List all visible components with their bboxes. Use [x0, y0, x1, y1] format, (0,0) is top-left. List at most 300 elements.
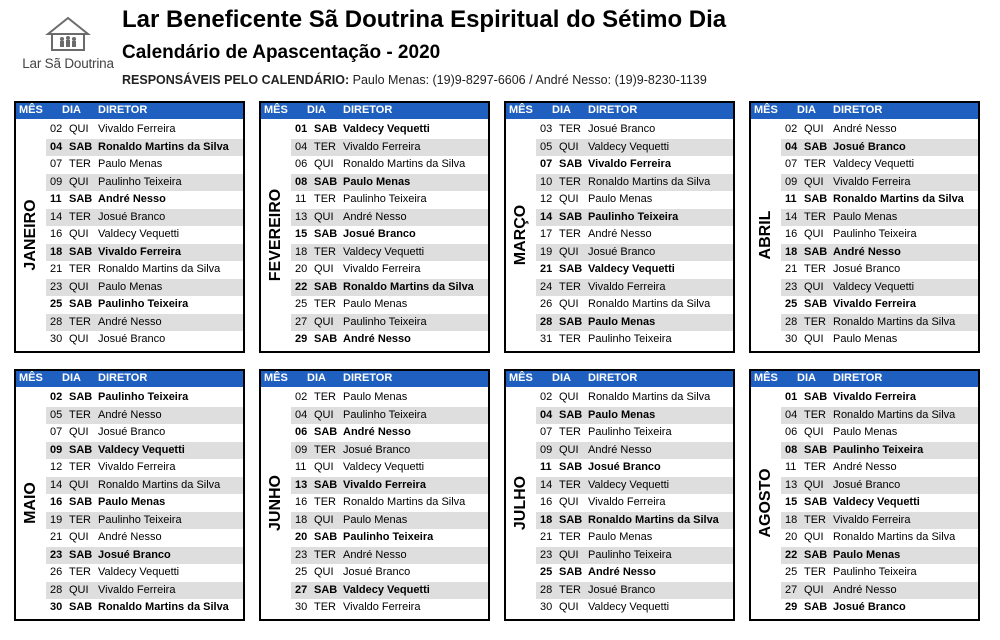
table-row — [291, 424, 488, 442]
weekday: SAB — [804, 298, 828, 310]
day-number: 26 — [50, 566, 63, 578]
day-number: 28 — [540, 583, 553, 596]
day-number: 21 — [50, 531, 63, 543]
table-row — [46, 494, 243, 512]
director-name: Josué Branco — [588, 461, 661, 473]
day-number: 30 — [295, 601, 308, 613]
director-name: Ronaldo Martins da Silva — [343, 158, 466, 170]
day-number: 27 — [295, 583, 308, 596]
director-name: Valdecy Vequetti — [343, 123, 430, 135]
weekday: SAB — [69, 601, 93, 613]
director-name: Paulinho Teixeira — [588, 333, 672, 345]
table-row — [291, 389, 488, 407]
director-name: Josué Branco — [588, 123, 656, 135]
table-row — [781, 209, 978, 227]
weekday: TER — [69, 513, 91, 526]
weekday: TER — [804, 315, 826, 328]
month-block — [259, 101, 490, 353]
day-number: 07 — [50, 158, 63, 170]
schedule-rows — [291, 389, 488, 617]
header-mes: MÊS — [509, 104, 533, 116]
day-number: 20 — [295, 263, 308, 275]
weekday: QUI — [559, 245, 579, 258]
table-row — [291, 244, 488, 262]
weekday: TER — [314, 298, 336, 310]
table-row — [46, 564, 243, 582]
director-name: Paulo Menas — [588, 531, 653, 543]
table-row — [536, 174, 733, 192]
table-row — [46, 512, 243, 530]
director-name: Valdecy Vequetti — [98, 443, 185, 456]
day-number: 04 — [785, 408, 798, 421]
director-name: Josué Branco — [343, 566, 411, 578]
day-number: 06 — [295, 158, 308, 170]
table-row — [781, 226, 978, 244]
weekday: TER — [804, 263, 826, 275]
day-number: 16 — [50, 228, 63, 240]
weekday: QUI — [69, 228, 89, 240]
weekday: TER — [314, 443, 336, 456]
director-name: André Nesso — [343, 548, 407, 561]
director-name: Vivaldo Ferreira — [343, 140, 421, 153]
director-name: André Nesso — [833, 123, 897, 135]
weekday: QUI — [69, 426, 89, 438]
day-number: 26 — [540, 298, 553, 310]
weekday: QUI — [314, 408, 334, 421]
table-row — [781, 424, 978, 442]
weekday: QUI — [559, 548, 579, 561]
day-number: 29 — [295, 333, 308, 345]
director-name: Paulo Menas — [343, 513, 408, 526]
table-row — [536, 121, 733, 139]
weekday: TER — [804, 461, 826, 473]
header-dia: DIA — [797, 104, 816, 116]
director-name: André Nesso — [833, 245, 901, 258]
table-row — [781, 529, 978, 547]
weekday: QUI — [69, 333, 89, 345]
weekday: QUI — [804, 123, 824, 135]
day-number: 16 — [785, 228, 798, 240]
table-row — [291, 494, 488, 512]
table-header — [506, 103, 733, 119]
table-header — [506, 371, 733, 387]
day-number: 18 — [50, 245, 63, 258]
director-name: Josué Branco — [98, 426, 166, 438]
weekday: SAB — [559, 566, 583, 578]
weekday: SAB — [69, 245, 93, 258]
responsaveis-label: RESPONSÁVEIS PELO CALENDÁRIO: — [122, 73, 350, 87]
table-row — [291, 477, 488, 495]
weekday: TER — [559, 228, 581, 240]
day-number: 11 — [540, 461, 552, 473]
day-number: 09 — [785, 175, 798, 188]
weekday: QUI — [314, 566, 334, 578]
table-row — [536, 389, 733, 407]
table-row — [291, 459, 488, 477]
director-name: André Nesso — [588, 566, 656, 578]
day-number: 03 — [540, 123, 553, 135]
weekday: SAB — [804, 140, 828, 153]
day-number: 01 — [295, 123, 308, 135]
schedule-rows — [46, 121, 243, 349]
director-name: Paulo Menas — [98, 280, 163, 293]
table-row — [781, 582, 978, 600]
month-column — [261, 387, 291, 619]
weekday: SAB — [804, 443, 828, 456]
table-row — [46, 244, 243, 262]
schedule-rows — [291, 121, 488, 349]
day-number: 20 — [785, 531, 798, 543]
weekday: SAB — [69, 140, 93, 153]
day-number: 14 — [50, 478, 63, 491]
director-name: Vivaldo Ferreira — [833, 391, 916, 403]
table-row — [536, 494, 733, 512]
weekday: QUI — [804, 175, 824, 188]
weekday: SAB — [559, 263, 583, 275]
table-row — [46, 442, 243, 460]
table-row — [46, 407, 243, 425]
table-row — [46, 226, 243, 244]
table-row — [46, 139, 243, 157]
header-mes: MÊS — [264, 372, 288, 384]
director-name: Paulinho Teixeira — [833, 228, 917, 240]
weekday: TER — [804, 513, 826, 526]
director-name: Ronaldo Martins da Silva — [98, 478, 221, 491]
director-name: Valdecy Vequetti — [588, 601, 670, 613]
day-number: 25 — [785, 298, 798, 310]
director-name: Josué Branco — [833, 140, 906, 153]
table-row — [46, 191, 243, 209]
director-name: Vivaldo Ferreira — [98, 123, 176, 135]
day-number: 11 — [50, 193, 62, 205]
month-name: AGOSTO — [757, 468, 774, 538]
day-number: 06 — [295, 426, 308, 438]
page-subtitle: Calendário de Apascentação - 2020 — [122, 42, 441, 63]
schedule-rows — [781, 389, 978, 617]
header-diretor: DIRETOR — [343, 104, 393, 116]
director-name: Valdecy Vequetti — [588, 140, 670, 153]
day-number: 11 — [785, 461, 797, 473]
table-row — [291, 529, 488, 547]
table-row — [536, 296, 733, 314]
director-name: Paulinho Teixeira — [343, 408, 427, 421]
weekday: TER — [69, 461, 91, 473]
weekday: QUI — [559, 298, 579, 310]
table-row — [536, 139, 733, 157]
weekday: SAB — [804, 391, 828, 403]
weekday: SAB — [804, 245, 828, 258]
weekday: SAB — [314, 426, 338, 438]
responsaveis-line — [122, 73, 707, 87]
table-row — [536, 191, 733, 209]
table-header — [751, 371, 978, 387]
page-title: Lar Beneficente Sã Doutrina Espiritual do Sétimo Dia — [122, 6, 727, 33]
director-name: André Nesso — [343, 333, 411, 345]
director-name: Josué Branco — [98, 333, 166, 345]
table-row — [291, 407, 488, 425]
header-mes: MÊS — [19, 104, 43, 116]
month-column — [261, 119, 291, 351]
responsaveis-contacts: Paulo Menas: (19)9-8297-6606 / André Nesso: (19)9-8230-1139 — [352, 73, 707, 87]
day-number: 02 — [295, 391, 308, 403]
weekday: SAB — [314, 583, 338, 596]
director-name: André Nesso — [833, 461, 897, 473]
table-row — [46, 582, 243, 600]
table-row — [291, 226, 488, 244]
day-number: 14 — [540, 478, 553, 491]
day-number: 28 — [540, 315, 553, 328]
table-row — [536, 477, 733, 495]
day-number: 23 — [50, 548, 63, 561]
director-name: Paulinho Teixeira — [833, 566, 917, 578]
day-number: 30 — [540, 601, 553, 613]
day-number: 22 — [295, 280, 308, 293]
day-number: 16 — [295, 496, 308, 508]
table-row — [46, 529, 243, 547]
day-number: 09 — [295, 443, 308, 456]
weekday: TER — [314, 140, 336, 153]
table-row — [781, 296, 978, 314]
day-number: 10 — [540, 175, 553, 188]
table-row — [781, 139, 978, 157]
day-number: 04 — [785, 140, 798, 153]
weekday: SAB — [69, 548, 93, 561]
header-dia: DIA — [307, 104, 326, 116]
table-row — [46, 156, 243, 174]
director-name: Paulinho Teixeira — [588, 548, 672, 561]
director-name: Paulinho Teixeira — [588, 426, 672, 438]
table-row — [536, 156, 733, 174]
header-mes: MÊS — [754, 372, 778, 384]
month-block — [504, 369, 735, 621]
table-row — [536, 407, 733, 425]
day-number: 05 — [50, 408, 63, 421]
director-name: Paulo Menas — [343, 391, 408, 403]
director-name: Vivaldo Ferreira — [833, 298, 916, 310]
header-diretor: DIRETOR — [588, 104, 638, 116]
table-row — [291, 174, 488, 192]
day-number: 07 — [540, 158, 553, 170]
director-name: Paulinho Teixeira — [343, 193, 427, 205]
director-name: Ronaldo Martins da Silva — [98, 601, 229, 613]
weekday: SAB — [314, 280, 338, 293]
director-name: Valdecy Vequetti — [588, 263, 675, 275]
day-number: 27 — [785, 583, 798, 596]
table-row — [536, 226, 733, 244]
month-column — [506, 387, 536, 619]
weekday: TER — [314, 391, 336, 403]
table-row — [536, 279, 733, 297]
day-number: 09 — [50, 175, 63, 188]
director-name: Valdecy Vequetti — [343, 245, 425, 258]
director-name: Vivaldo Ferreira — [343, 263, 421, 275]
weekday: TER — [69, 158, 91, 170]
director-name: Josué Branco — [98, 210, 166, 223]
month-column — [506, 119, 536, 351]
day-number: 08 — [785, 443, 798, 456]
weekday: SAB — [69, 193, 93, 205]
weekday: QUI — [559, 496, 579, 508]
day-number: 25 — [540, 566, 553, 578]
day-number: 18 — [785, 245, 798, 258]
director-name: Paulo Menas — [343, 175, 411, 188]
table-row — [536, 261, 733, 279]
director-name: Vivaldo Ferreira — [98, 245, 181, 258]
weekday: SAB — [559, 513, 583, 526]
table-row — [781, 512, 978, 530]
header-diretor: DIRETOR — [343, 372, 393, 384]
table-row — [781, 389, 978, 407]
weekday: TER — [559, 583, 581, 596]
month-column — [751, 119, 781, 351]
director-name: Valdecy Vequetti — [833, 496, 920, 508]
day-number: 15 — [785, 496, 798, 508]
director-name: Ronaldo Martins da Silva — [833, 193, 964, 205]
header-dia: DIA — [797, 372, 816, 384]
weekday: SAB — [69, 298, 93, 310]
director-name: Ronaldo Martins da Silva — [98, 263, 221, 275]
table-header — [261, 103, 488, 119]
weekday: QUI — [559, 391, 579, 403]
director-name: Paulo Menas — [833, 210, 898, 223]
table-header — [16, 103, 243, 119]
month-block — [504, 101, 735, 353]
table-row — [291, 296, 488, 314]
schedule-rows — [536, 121, 733, 349]
weekday: QUI — [69, 280, 89, 293]
month-name: ABRIL — [757, 210, 774, 260]
director-name: André Nesso — [343, 426, 411, 438]
weekday: SAB — [314, 531, 338, 543]
table-row — [46, 477, 243, 495]
director-name: Valdecy Vequetti — [343, 461, 425, 473]
day-number: 19 — [50, 513, 63, 526]
day-number: 25 — [50, 298, 63, 310]
weekday: QUI — [559, 140, 579, 153]
director-name: Josué Branco — [833, 478, 901, 491]
day-number: 08 — [295, 175, 308, 188]
director-name: Josué Branco — [588, 245, 656, 258]
director-name: Josué Branco — [343, 228, 416, 240]
table-row — [46, 296, 243, 314]
director-name: Josué Branco — [98, 548, 171, 561]
table-row — [46, 121, 243, 139]
director-name: Valdecy Vequetti — [588, 478, 670, 491]
day-number: 13 — [295, 210, 308, 223]
weekday: SAB — [69, 443, 93, 456]
director-name: Josué Branco — [833, 263, 901, 275]
weekday: SAB — [314, 478, 338, 491]
director-name: Vivaldo Ferreira — [588, 280, 666, 293]
director-name: André Nesso — [588, 443, 652, 456]
director-name: André Nesso — [98, 315, 162, 328]
director-name: André Nesso — [98, 193, 166, 205]
table-row — [291, 442, 488, 460]
director-name: Paulinho Teixeira — [98, 298, 189, 310]
director-name: Ronaldo Martins da Silva — [588, 175, 711, 188]
weekday: QUI — [314, 210, 334, 223]
table-row — [781, 279, 978, 297]
weekday: SAB — [804, 496, 828, 508]
weekday: SAB — [559, 210, 583, 223]
weekday: TER — [314, 548, 336, 561]
table-row — [291, 209, 488, 227]
director-name: Paulo Menas — [588, 193, 653, 205]
weekday: QUI — [559, 443, 579, 456]
day-number: 07 — [540, 426, 553, 438]
director-name: Vivaldo Ferreira — [588, 158, 671, 170]
day-number: 17 — [540, 228, 553, 240]
table-row — [291, 191, 488, 209]
director-name: Paulo Menas — [98, 496, 166, 508]
weekday: TER — [69, 210, 91, 223]
weekday: SAB — [559, 408, 583, 421]
day-number: 29 — [785, 601, 798, 613]
day-number: 21 — [540, 263, 553, 275]
table-row — [46, 599, 243, 617]
day-number: 07 — [785, 158, 798, 170]
day-number: 14 — [785, 210, 798, 223]
header-dia: DIA — [307, 372, 326, 384]
day-number: 04 — [295, 408, 308, 421]
director-name: Paulinho Teixeira — [98, 391, 189, 403]
table-row — [536, 314, 733, 332]
day-number: 05 — [540, 140, 553, 153]
director-name: Vivaldo Ferreira — [343, 601, 421, 613]
table-row — [536, 529, 733, 547]
director-name: Ronaldo Martins da Silva — [833, 408, 956, 421]
director-name: Ronaldo Martins da Silva — [588, 391, 711, 403]
table-row — [46, 389, 243, 407]
header-mes: MÊS — [264, 104, 288, 116]
director-name: Paulo Menas — [588, 408, 656, 421]
header-diretor: DIRETOR — [98, 104, 148, 116]
day-number: 07 — [50, 426, 63, 438]
weekday: TER — [69, 315, 91, 328]
table-row — [781, 331, 978, 349]
director-name: Ronaldo Martins da Silva — [588, 513, 719, 526]
table-row — [291, 331, 488, 349]
weekday: TER — [559, 333, 581, 345]
director-name: André Nesso — [833, 583, 897, 596]
day-number: 04 — [295, 140, 308, 153]
weekday: QUI — [804, 478, 824, 491]
logo-text: Lar Sã Doutrina — [22, 56, 114, 71]
day-number: 28 — [785, 315, 798, 328]
day-number: 06 — [785, 426, 798, 438]
day-number: 23 — [50, 280, 63, 293]
director-name: Paulinho Teixeira — [588, 210, 679, 223]
table-row — [781, 442, 978, 460]
weekday: QUI — [559, 601, 579, 613]
day-number: 23 — [540, 548, 553, 561]
weekday: SAB — [804, 548, 828, 561]
header-dia: DIA — [552, 372, 571, 384]
table-row — [46, 209, 243, 227]
weekday: TER — [69, 263, 91, 275]
day-number: 15 — [295, 228, 308, 240]
weekday: TER — [559, 478, 581, 491]
day-number: 25 — [295, 566, 308, 578]
table-row — [536, 459, 733, 477]
month-name: JUNHO — [267, 474, 284, 532]
director-name: Ronaldo Martins da Silva — [343, 496, 466, 508]
table-row — [291, 139, 488, 157]
director-name: André Nesso — [98, 531, 162, 543]
day-number: 11 — [295, 461, 307, 473]
table-row — [536, 442, 733, 460]
weekday: QUI — [804, 280, 824, 293]
